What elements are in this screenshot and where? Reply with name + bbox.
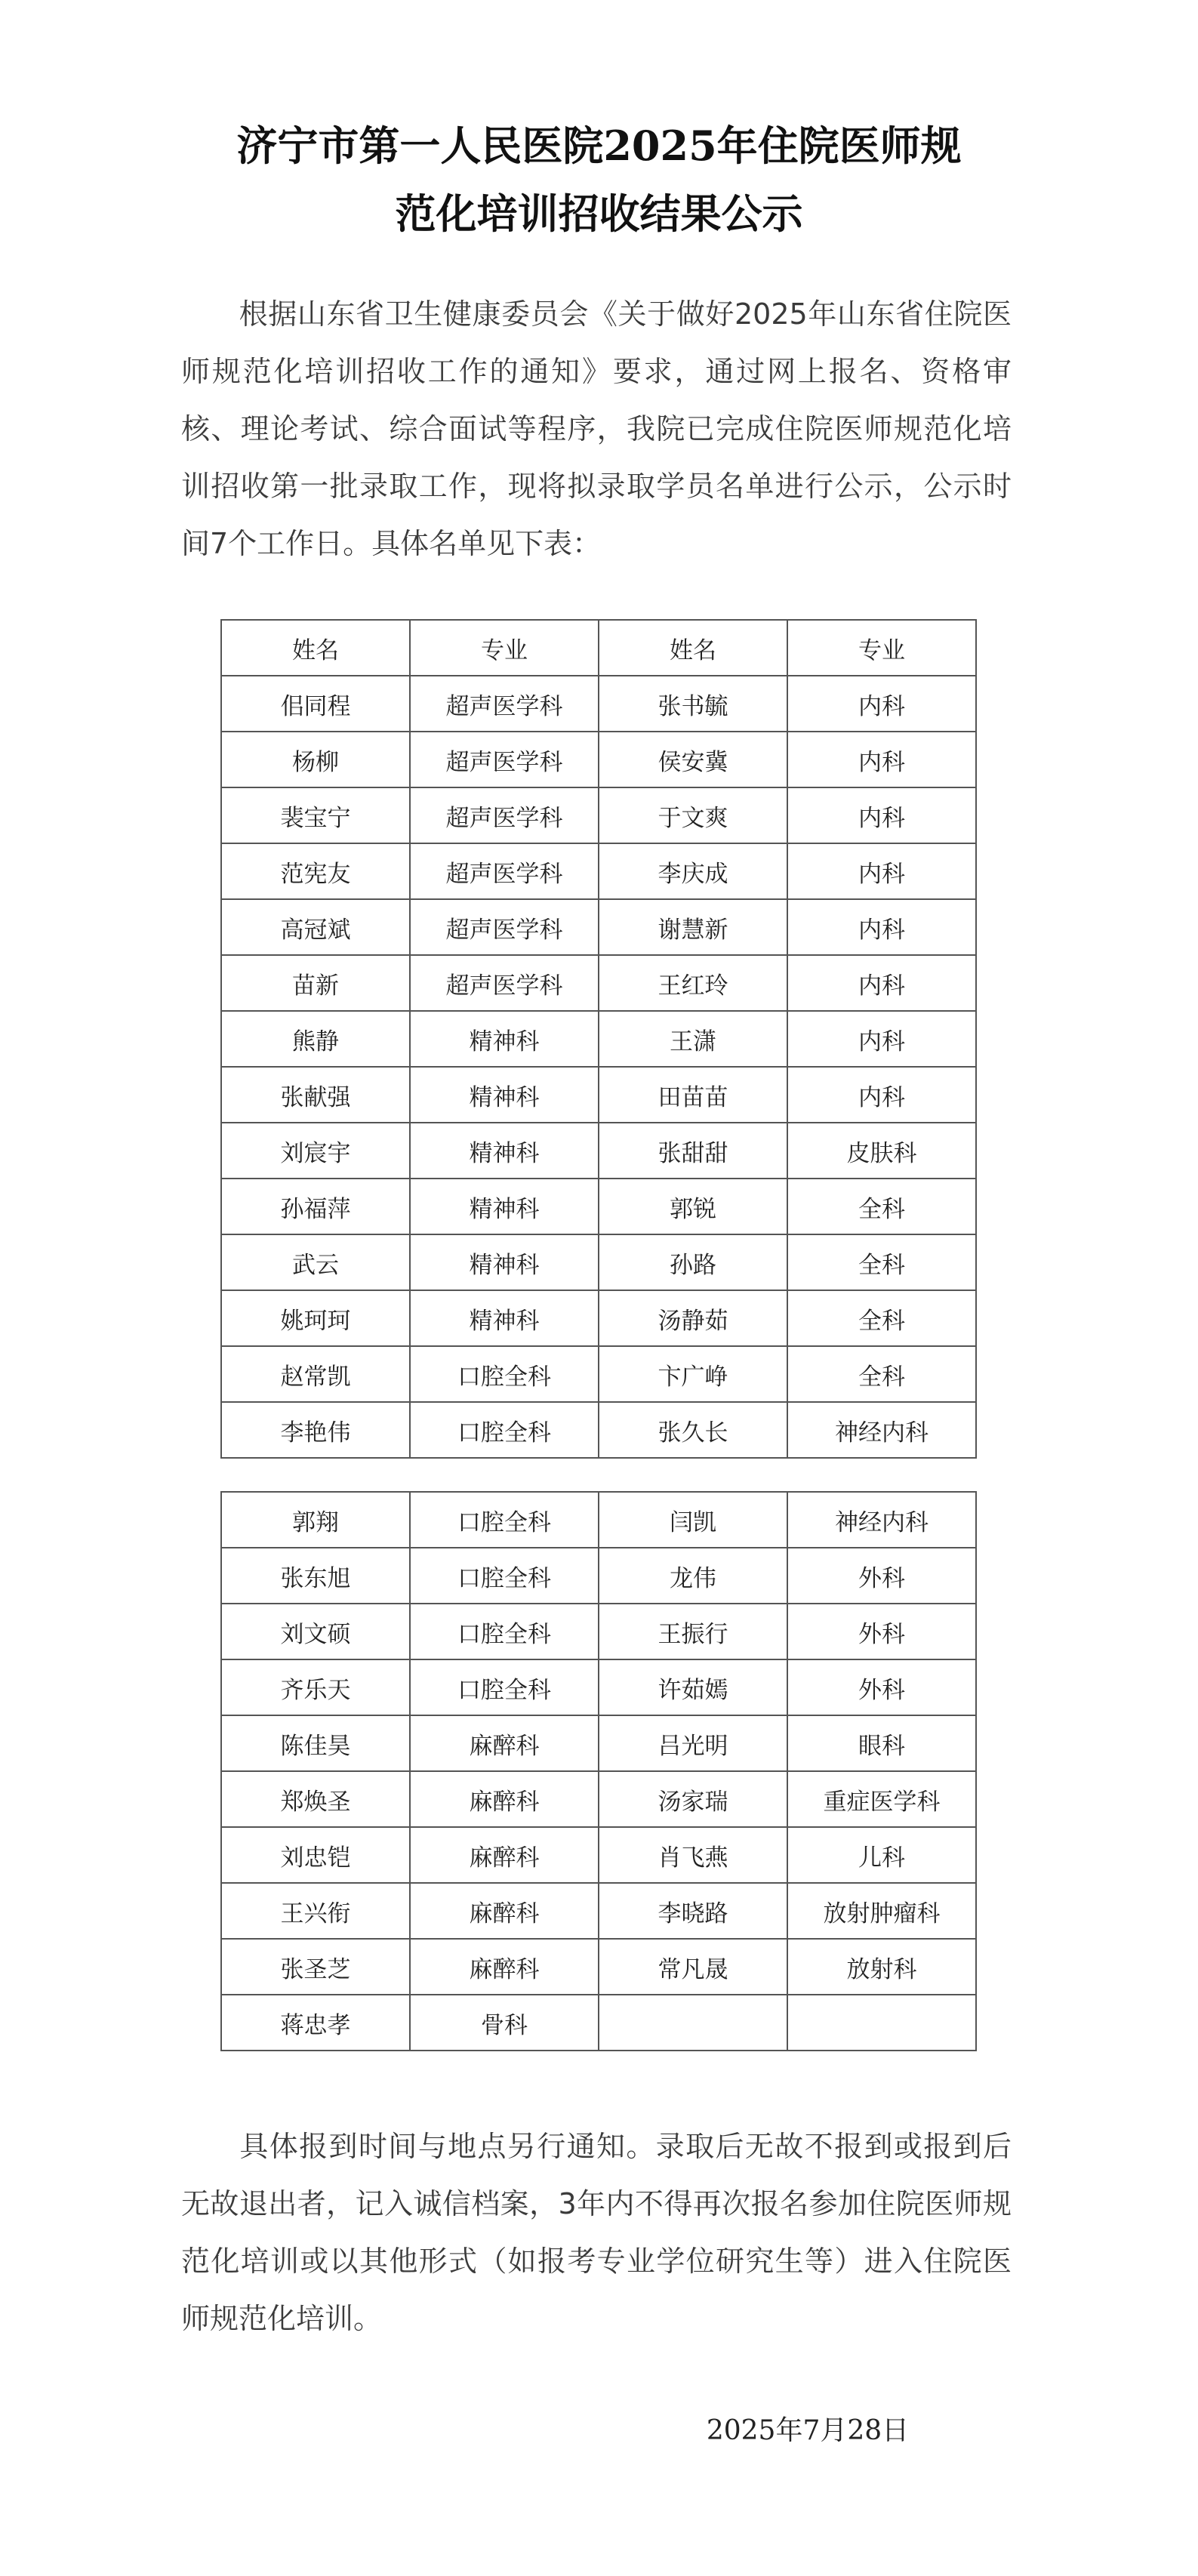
cell-name: 陈佳昊 [221,1715,410,1771]
cell-major: 口腔全科 [410,1492,599,1548]
title-line-1: 济宁市第一人民医院2025年住院医师规 [236,122,962,170]
table-row [221,1715,976,1771]
cell-major: 外科 [787,1659,976,1715]
cell-major: 内科 [787,787,976,843]
cell-name: 裴宝宁 [221,787,410,843]
closing-paragraph [181,2118,1012,2347]
cell-name: 郭翔 [221,1492,410,1548]
table-row [221,787,976,843]
publish-date: 2025年7月28日 [706,2415,910,2446]
cell-name: 肖飞燕 [599,1827,787,1883]
cell-major: 口腔全科 [410,1659,599,1715]
cell-name: 孙路 [599,1234,787,1290]
table-row [221,1492,976,1548]
header-name-2: 姓名 [599,620,787,676]
cell-name: 李艳伟 [221,1402,410,1458]
cell-name: 张甜甜 [599,1123,787,1179]
cell-major: 超声医学科 [410,676,599,732]
cell-name [599,1995,787,2051]
cell-major: 精神科 [410,1011,599,1067]
cell-major: 麻醉科 [410,1715,599,1771]
cell-name: 刘忠铠 [221,1827,410,1883]
table-row [221,1883,976,1939]
cell-major: 神经内科 [787,1402,976,1458]
cell-major: 放射肿瘤科 [787,1883,976,1939]
cell-major: 内科 [787,899,976,955]
cell-major: 内科 [787,732,976,787]
cell-name: 杨柳 [221,732,410,787]
table-row [221,1234,976,1290]
cell-major: 外科 [787,1604,976,1659]
table-row [221,1402,976,1458]
cell-major: 超声医学科 [410,899,599,955]
table-row [221,1939,976,1995]
cell-name: 王兴衔 [221,1883,410,1939]
admission-table-part-2 [220,1491,977,2051]
cell-name: 于文爽 [599,787,787,843]
table-row [221,1123,976,1179]
cell-name: 王振行 [599,1604,787,1659]
cell-major: 眼科 [787,1715,976,1771]
cell-major: 内科 [787,1067,976,1123]
cell-name: 李晓路 [599,1883,787,1939]
cell-major: 口腔全科 [410,1402,599,1458]
cell-name: 张圣芝 [221,1939,410,1995]
cell-name: 李庆成 [599,843,787,899]
cell-major: 精神科 [410,1123,599,1179]
cell-major: 超声医学科 [410,732,599,787]
cell-name: 吕光明 [599,1715,787,1771]
cell-name: 汤家瑞 [599,1771,787,1827]
header-name-1: 姓名 [221,620,410,676]
title-line-2: 范化培训招收结果公示 [395,190,803,238]
intro-paragraph [181,285,1012,572]
cell-name: 许茹嫣 [599,1659,787,1715]
cell-name: 张东旭 [221,1548,410,1604]
admission-table-part-1 [220,619,977,1459]
table-row [221,1659,976,1715]
cell-major: 口腔全科 [410,1346,599,1402]
table-row [221,1290,976,1346]
cell-name: 卞广峥 [599,1346,787,1402]
table-row [221,1604,976,1659]
cell-name: 孙福萍 [221,1179,410,1234]
cell-major: 超声医学科 [410,843,599,899]
cell-major: 精神科 [410,1179,599,1234]
table-row [221,1346,976,1402]
cell-major: 全科 [787,1346,976,1402]
header-major-1: 专业 [410,620,599,676]
cell-name: 谢慧新 [599,899,787,955]
cell-name: 侯安冀 [599,732,787,787]
cell-major: 超声医学科 [410,955,599,1011]
cell-name: 齐乐天 [221,1659,410,1715]
cell-name: 郑焕圣 [221,1771,410,1827]
closing-text: 具体报到时间与地点另行通知。录取后无故不报到或报到后无故退出者，记入诚信档案，3年内不得再次报名参加住院医师规范化培训或以其他形式（如报考专业学位研究生等）进入住院医师规范化培训。 [181,2130,1012,2335]
table-row [221,732,976,787]
cell-major: 儿科 [787,1827,976,1883]
table-row [221,1548,976,1604]
cell-name: 姚珂珂 [221,1290,410,1346]
cell-name: 常凡晟 [599,1939,787,1995]
page-title [151,112,1047,248]
cell-name: 张书毓 [599,676,787,732]
cell-major: 口腔全科 [410,1548,599,1604]
cell-major: 放射科 [787,1939,976,1995]
cell-major: 全科 [787,1234,976,1290]
table-row [221,955,976,1011]
cell-major: 骨科 [410,1995,599,2051]
cell-major: 全科 [787,1290,976,1346]
cell-name: 郭锐 [599,1179,787,1234]
cell-name: 熊静 [221,1011,410,1067]
cell-major: 内科 [787,843,976,899]
cell-major: 内科 [787,1011,976,1067]
cell-major: 全科 [787,1179,976,1234]
cell-name: 闫凯 [599,1492,787,1548]
cell-major [787,1995,976,2051]
cell-major: 麻醉科 [410,1827,599,1883]
cell-major: 超声医学科 [410,787,599,843]
cell-name: 王潇 [599,1011,787,1067]
cell-name: 高冠斌 [221,899,410,955]
table-row [221,1067,976,1123]
cell-major: 口腔全科 [410,1604,599,1659]
cell-name: 武云 [221,1234,410,1290]
cell-name: 蒋忠孝 [221,1995,410,2051]
cell-major: 精神科 [410,1234,599,1290]
table-row [221,1827,976,1883]
cell-name: 汤静茹 [599,1290,787,1346]
table-row [221,676,976,732]
table-header-row [221,620,976,676]
table-row [221,1995,976,2051]
cell-major: 内科 [787,955,976,1011]
cell-major: 麻醉科 [410,1771,599,1827]
cell-name: 张献强 [221,1067,410,1123]
cell-name: 龙伟 [599,1548,787,1604]
cell-major: 精神科 [410,1067,599,1123]
table-row [221,1179,976,1234]
cell-name: 赵常凯 [221,1346,410,1402]
cell-name: 刘宸宇 [221,1123,410,1179]
cell-major: 麻醉科 [410,1939,599,1995]
cell-major: 外科 [787,1548,976,1604]
cell-major: 内科 [787,676,976,732]
cell-major: 麻醉科 [410,1883,599,1939]
header-major-2: 专业 [787,620,976,676]
table-row [221,1771,976,1827]
cell-name: 苗新 [221,955,410,1011]
cell-name: 刘文硕 [221,1604,410,1659]
table-row [221,899,976,955]
cell-name: 田苗苗 [599,1067,787,1123]
cell-name: 王红玲 [599,955,787,1011]
intro-text: 根据山东省卫生健康委员会《关于做好2025年山东省住院医师规范化培训招收工作的通知》要求，通过网上报名、资格审核、理论考试、综合面试等程序，我院已完成住院医师规范化培训招收第一批录取工作，现将拟录取学员名单进行公示，公示时间7个工作日。具体名单见下表： [181,297,1012,560]
cell-major: 神经内科 [787,1492,976,1548]
cell-major: 精神科 [410,1290,599,1346]
cell-name: 范宪友 [221,843,410,899]
cell-name: 张久长 [599,1402,787,1458]
cell-major: 重症医学科 [787,1771,976,1827]
table-row [221,1011,976,1067]
table-row [221,843,976,899]
cell-name: 佀同程 [221,676,410,732]
cell-major: 皮肤科 [787,1123,976,1179]
